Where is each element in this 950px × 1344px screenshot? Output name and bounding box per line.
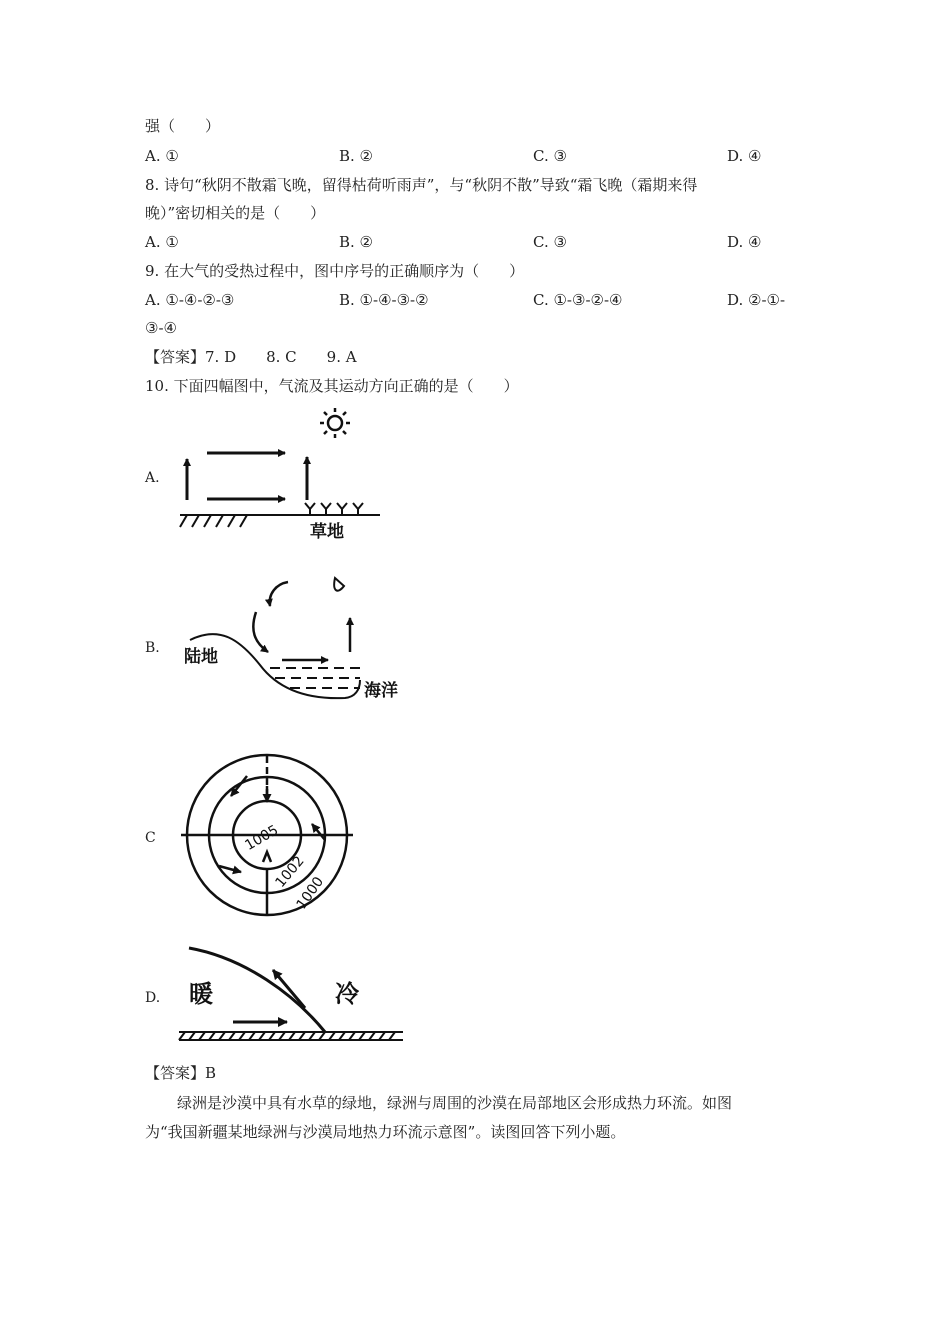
figure-c-isobars (175, 750, 360, 920)
sea-label: 海洋 (364, 681, 398, 701)
figure-a-grassland (175, 405, 385, 545)
q8-line2: 晚）”密切相关的是（ ） (145, 204, 326, 222)
q9-option-b: B. ①-④-③-② (339, 291, 429, 309)
q10-label-c: C (145, 830, 156, 846)
q10-label-a: A. (145, 470, 160, 486)
figure-b-land-sea (180, 570, 420, 715)
answer-7-9: 【答案】7. D 8. C 9. A (145, 348, 357, 366)
q9-option-d-wrap: ③-④ (145, 319, 177, 337)
figure-d-front (175, 940, 410, 1050)
grassland-label: 草地 (310, 522, 344, 542)
q8-option-a: A. ① (145, 233, 179, 251)
paragraph-line2: 为“我国新疆某地绿洲与沙漠局地热力环流示意图”。读图回答下列小题。 (145, 1123, 626, 1141)
isobar-1000-label: 1000 (293, 874, 328, 913)
q10-line: 10. 下面四幅图中，气流及其运动方向正确的是（ ） (145, 377, 519, 395)
paragraph-line1: 绿洲是沙漠中具有水草的绿地，绿洲与周围的沙漠在局部地区会形成热力环流。如图 (177, 1094, 733, 1112)
warm-label: 暖 (189, 980, 213, 1008)
cold-label: 冷 (335, 980, 359, 1008)
sun-icon (320, 408, 350, 438)
q8-option-c: C. ③ (533, 233, 567, 251)
q10-label-d: D. (145, 990, 161, 1006)
q7-option-b: B. ② (339, 147, 374, 165)
q7-option-d: D. ④ (727, 147, 762, 165)
q10-label-b: B. (145, 640, 160, 656)
q9-option-d: D. ②-①- (727, 291, 786, 309)
q9-line: 9. 在大气的受热过程中，图中序号的正确顺序为（ ） (145, 262, 525, 280)
q7-option-c: C. ③ (533, 147, 567, 165)
isobar-1005-label: 1005 (242, 822, 282, 854)
q7-option-a: A. ① (145, 147, 179, 165)
q8-line1: 8. 诗句“秋阴不散霜飞晚，留得枯荷听雨声”，与“秋阴不散”导致“霜飞晚（霜期来得 (145, 176, 698, 194)
isobar-1002-label: 1002 (272, 853, 308, 891)
q9-option-c: C. ①-③-②-④ (533, 291, 623, 309)
answer-10: 【答案】B (145, 1064, 217, 1082)
land-label: 陆地 (184, 647, 218, 667)
q8-option-d: D. ④ (727, 233, 762, 251)
q9-option-a: A. ①-④-②-③ (145, 291, 235, 309)
q7-tail: 强（ ） (145, 117, 221, 135)
q8-option-b: B. ② (339, 233, 374, 251)
